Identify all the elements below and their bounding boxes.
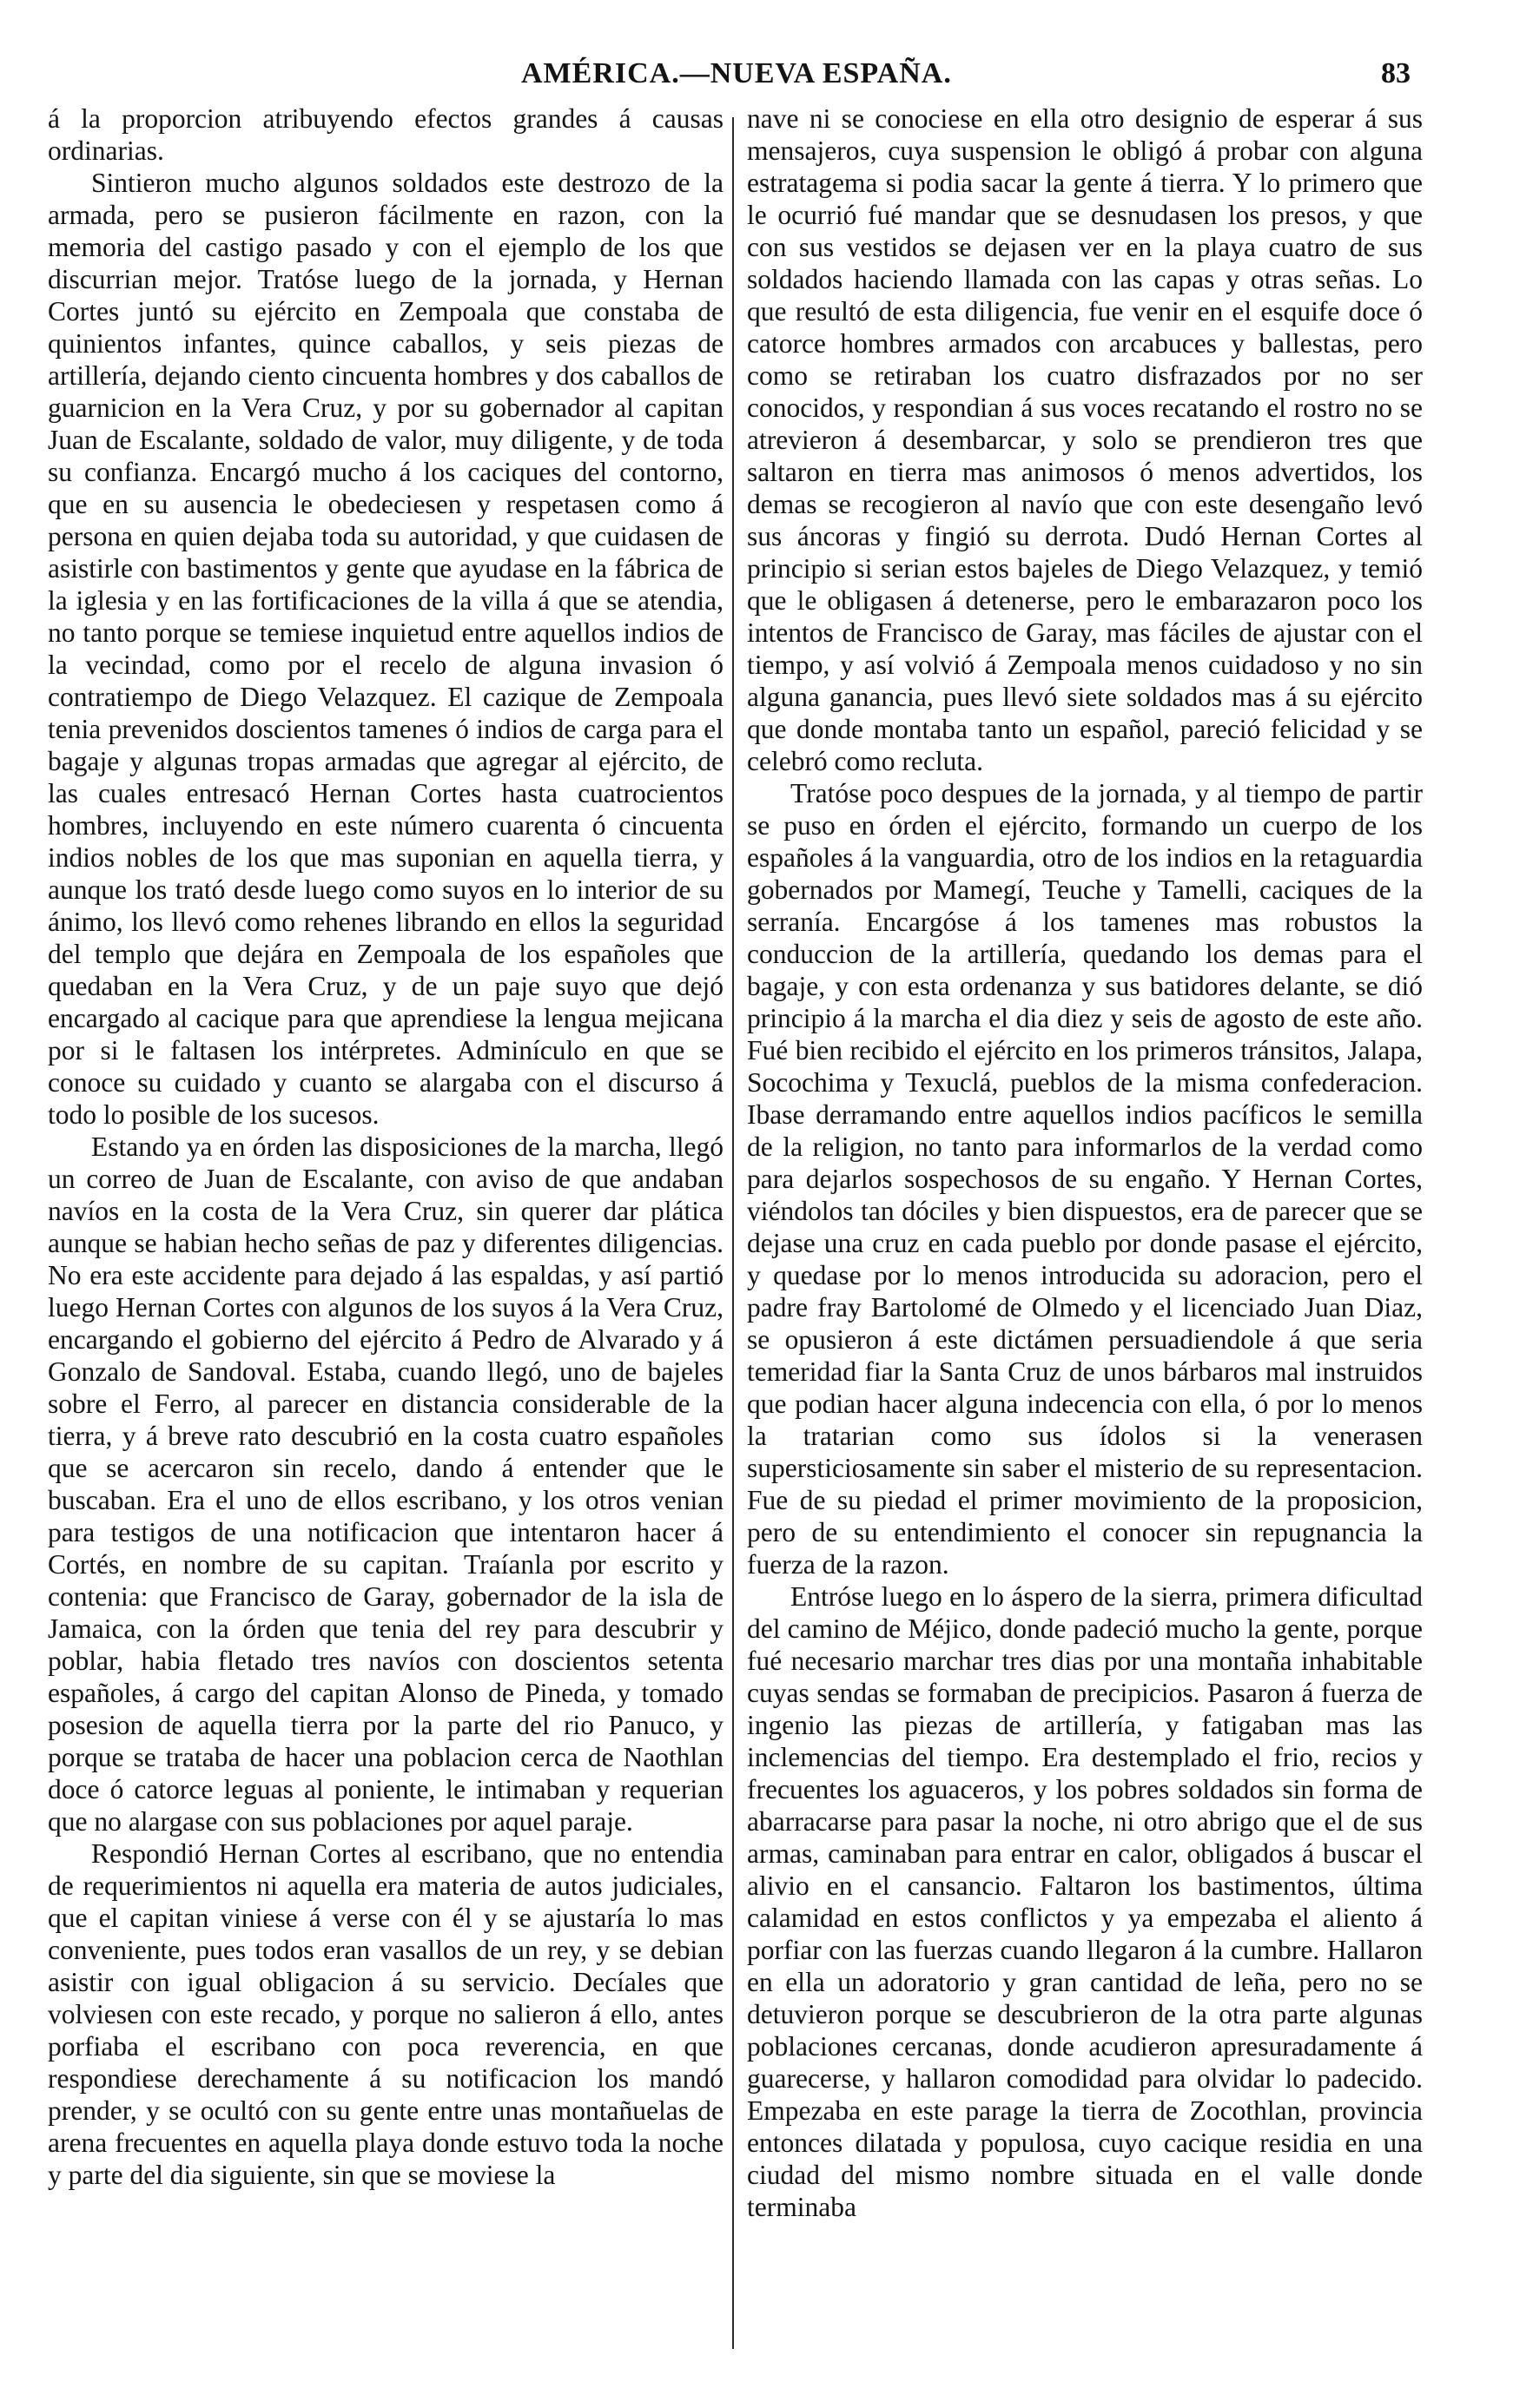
paragraph: nave ni se conociese en ella otro designio de esperar á sus mensajeros, cuya suspension le obligó á probar con alguna estratagema si podia sacar la gente á tierra. Y lo primero que le ocurrió fué mandar que se desnudasen los presos, y que con sus vestidos se dejasen ver en la playa cuatro de sus soldados haciendo llamada con las capas y otras señas. Lo que resultó de esta diligencia, fue venir en el esquife doce ó catorce hombres armados con arcabuces y ballestas, pero como se retiraban los cuatro disfrazados por no ser conocidos, y respondian á sus voces recatando el rostro no se atrevieron á desembarcar, y solo se prendieron tres que saltaron en tierra mas animosos ó menos advertidos, los demas se recogieron al navío que con este desengaño levó sus áncoras y fingió su derrota. Dudó Hernan Cortes al principio si serian estos bajeles de Diego Velazquez, y temió que le obligasen á detenerse, pero le embarazaron poco los intentos de Francisco de Garay, mas fáciles de ajustar con el tiempo, y así volvió á Zempoala menos cuidadoso y no sin alguna ganancia, pues llevó siete soldados mas á su ejército que donde montaba tanto un español, pareció felicidad y se celebró como recluta. — [747, 103, 1423, 776]
column-divider — [732, 117, 734, 2349]
paragraph: á la proporcion atribuyendo efectos grandes á causas ordinarias. — [48, 103, 724, 166]
page-number: 83 — [1381, 57, 1411, 89]
paragraph: Sintieron mucho algunos soldados este destrozo de la armada, pero se pusieron fácilmente en razon, con la memoria del castigo pasado y con el ejemplo de los que discurrian mejor. Tratóse luego de la jornada, y Hernan Cortes juntó su ejército en Zempoala que constaba de quinientos infantes, quince caballos, y seis piezas de artillería, dejando ciento cincuenta hombres y dos caballos de guarnicion en la Vera Cruz, y por su gobernador al capitan Juan de Escalante, soldado de valor, muy diligente, y de toda su confianza. Encargó mucho á los caciques del contorno, que en su ausencia le obedeciesen y respetasen como á persona en quien dejaba toda su autoridad, y que cuidasen de asistirle con bastimentos y gente que ayudase en la fábrica de la iglesia y en las fortificaciones de la villa á que se atendia, no tanto porque se temiese inquietud entre aquellos indios de la vecindad, como por el recelo de alguna invasion ó contratiempo de Diego Velazquez. El cazique de Zempoala tenia prevenidos doscientos tamenes ó indios de carga para el bagaje y algunas tropas armadas que agregar al ejército, de las cuales entresacó Hernan Cortes hasta cuatrocientos hombres, incluyendo en este número cuarenta ó cincuenta indios nobles de los que mas suponian en aquella tierra, y aunque los trató desde luego como suyos en lo interior de su ánimo, los llevó como rehenes librando en ellos la seguridad del templo que dejára en Zempoala de los españoles que quedaban en la Vera Cruz, y de un paje suyo que dejó encargado al cacique para que aprendiese la lengua mejicana por si le faltasen los intérpretes. Adminículo en que se conoce su cuidado y cuanto se alargaba con el discurso á todo lo posible de los sucesos. — [48, 168, 724, 1130]
paragraph: Respondió Hernan Cortes al escribano, que no entendia de requerimientos ni aquella era materia de autos judiciales, que el capitan viniese á verse con él y se ajustaría lo mas conveniente, pues todos eran vasallos de un rey, y se debian asistir con igual obligacion á su servicio. Decíales que volviesen con este recado, y porque no salieron á ello, antes porfiaba el escribano con poca reverencia, en que respondiese derechamente á su notificacion los mandó prender, y se ocultó con su gente entre unas montañuelas de arena frecuentes en aquella playa donde estuvo toda la noche y parte del dia siguiente, sin que se moviese la — [48, 1838, 724, 2190]
paragraph: Entróse luego en lo áspero de la sierra, primera dificultad del camino de Méjico, donde padeció mucho la gente, porque fué necesario marchar tres dias por una montaña inhabitable cuyas sendas se formaban de precipicios. Pasaron á fuerza de ingenio las piezas de artillería, y fatigaban mas las inclemencias del tiempo. Era destemplado el frio, recios y frecuentes los aguaceros, y los pobres soldados sin forma de abarracarse para pasar la noche, ni otro abrigo que el de sus armas, caminaban para entrar en calor, obligados á buscar el alivio en el cansancio. Faltaron los bastimentos, última calamidad en estos conflictos y ya empezaba el aliento á porfiar con las fuerzas cuando llegaron á la cumbre. Hallaron en ella un adoratorio y gran cantidad de leña, pero no se detuvieron porque se descubrieron de la otra parte algunas poblaciones cercanas, donde acudieron apresuradamente á guarecerse, y hallaron comodidad para olvidar lo padecido. Empezaba en este parage la tierra de Zocothlan, provincia entonces dilatada y populosa, cuyo cacique residia en una ciudad del mismo nombre situada en el valle donde terminaba — [747, 1581, 1423, 2222]
running-title: AMÉRICA.—NUEVA ESPAÑA. — [521, 57, 952, 89]
left-column — [48, 102, 724, 2360]
paragraph: Tratóse poco despues de la jornada, y al tiempo de partir se puso en órden el ejército, formando un cuerpo de los españoles á la vanguardia, otro de los indios en la retaguardia gobernados por Mamegí, Teuche y Tamelli, caciques de la serranía. Encargóse á los tamenes mas robustos la conduccion de la artillería, quedando los demas para el bagaje, y con esta ordenanza y sus batidores delante, se dió principio á la marcha el dia diez y seis de agosto de este año. Fué bien recibido el ejército en los primeros tránsitos, Jalapa, Socochima y Texuclá, pueblos de la misma confederacion. Ibase derramando entre aquellos indios pacíficos le semilla de la religion, no tanto para informarlos de la verdad como para dejarlos sospechosos de su engaño. Y Hernan Cortes, viéndolos tan dóciles y bien dispuestos, era de parecer que se dejase una cruz en cada pueblo por donde pasase el ejército, y quedase por lo menos introducida su adoracion, pero el padre fray Bartolomé de Olmedo y el licenciado Juan Diaz, se opusieron á este dictámen persuadiendole á que seria temeridad fiar la Santa Cruz de unos bárbaros mal instruidos que podian hacer alguna indecencia con ella, ó por lo menos la tratarian como sus ídolos si la venerasen supersticiosamente sin saber el misterio de su representacion. Fue de su piedad el primer movimiento de la proposicion, pero de su entendimiento el conocer sin repugnancia la fuerza de la razon. — [747, 778, 1423, 1580]
page-header — [0, 57, 1533, 102]
paragraph: Estando ya en órden las disposiciones de la marcha, llegó un correo de Juan de Escalante, con aviso de que andaban navíos en la costa de la Vera Cruz, sin querer dar plática aunque se habian hecho señas de paz y diferentes diligencias. No era este accidente para dejado á las espaldas, y así partió luego Hernan Cortes con algunos de los suyos á la Vera Cruz, encargando el gobierno del ejército á Pedro de Alvarado y á Gonzalo de Sandoval. Estaba, cuando llegó, uno de bajeles sobre el Ferro, al parecer en distancia considerable de la tierra, y á breve rato descubrió en la costa cuatro españoles que se acercaron sin recelo, dando á entender que le buscaban. Era el uno de ellos escribano, y los otros venian para testigos de una notificacion que intentaron hacer á Cortés, en nombre de su capitan. Traíanla por escrito y contenia: que Francisco de Garay, gobernador de la isla de Jamaica, con la órden que tenia del rey para descubrir y poblar, habia fletado tres navíos con doscientos setenta españoles, á cargo del capitan Alonso de Pineda, y tomado posesion de aquella tierra por la parte del rio Panuco, y porque se trataba de hacer una poblacion cerca de Naothlan doce ó catorce leguas al poniente, le intimaban y requerian que no alargase con sus poblaciones por aquel paraje. — [48, 1131, 724, 1837]
right-column — [747, 102, 1423, 2360]
